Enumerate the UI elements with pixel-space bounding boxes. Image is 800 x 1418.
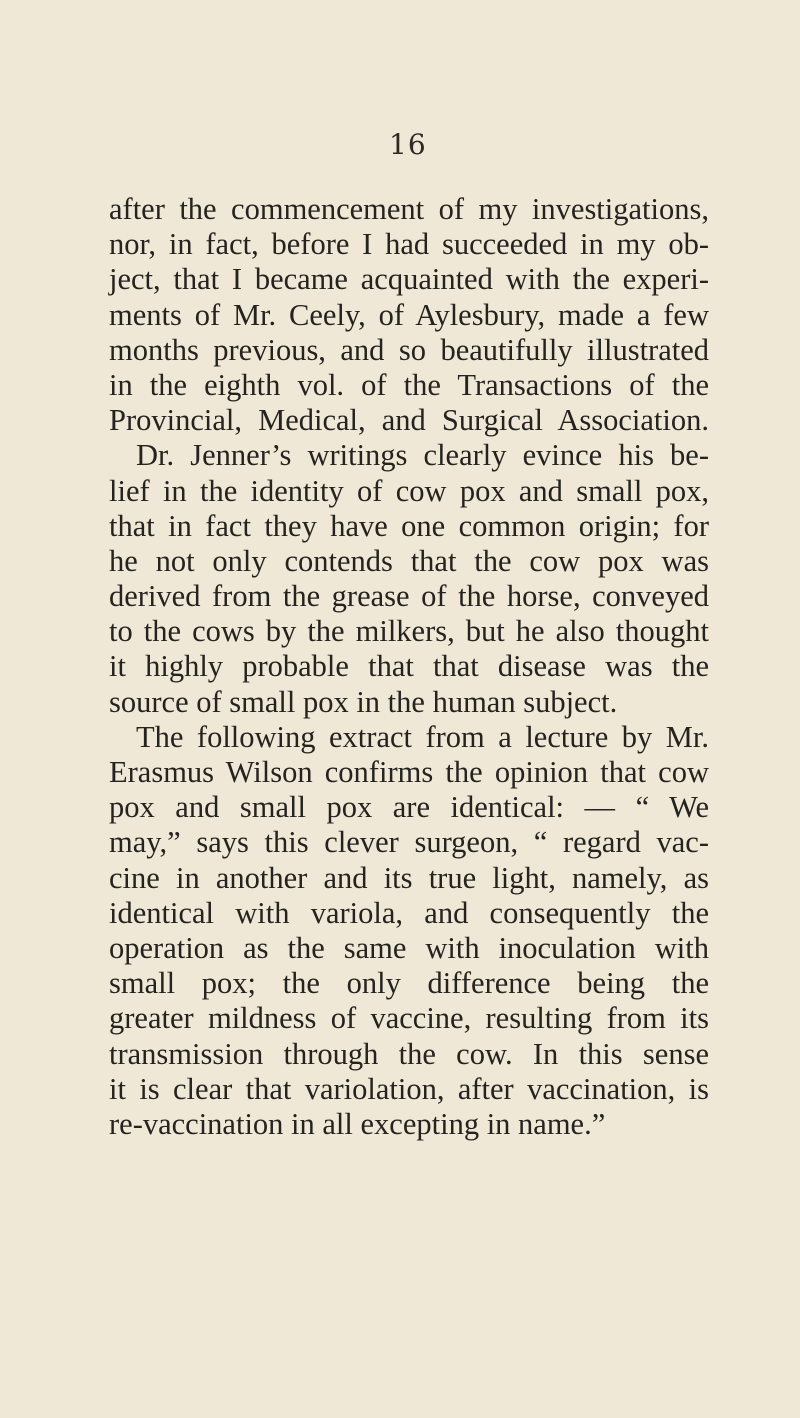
page-number: 16 xyxy=(389,128,427,161)
text-line: derived from the grease of the horse, conveyed xyxy=(109,579,709,614)
text-line: he not only contends that the cow pox was xyxy=(109,543,709,578)
text-line: after the commencement of my investigations, xyxy=(109,192,709,226)
text-line: lief in the identity of cow pox and small pox, xyxy=(109,473,709,508)
text-line: in the eighth vol. of the Transactions of the xyxy=(109,367,709,402)
text-line: ject, that I became acquainted with the experi- xyxy=(109,262,709,297)
text-line: identical with variola, and consequently the xyxy=(109,895,709,930)
text-line: to the cows by the milkers, but he also thought xyxy=(109,614,709,649)
text-line: may,” says this clever surgeon, “ regard vac- xyxy=(109,825,709,860)
text-line: pox and small pox are identical: — “ We xyxy=(109,790,709,825)
text-line: months previous, and so beautifully illustrated xyxy=(109,332,709,367)
text-line: that in fact they have one common origin; for xyxy=(109,508,709,543)
text-line: it highly probable that that disease was the xyxy=(109,649,709,684)
text-line: Dr. Jenner’s writings clearly evince his be- xyxy=(136,438,709,473)
text-line: nor, in fact, before I had succeeded in my ob- xyxy=(109,227,709,262)
text-line: Provincial, Medical, and Surgical Association. xyxy=(109,403,709,438)
text-line: greater mildness of vaccine, resulting from its xyxy=(109,1001,709,1036)
text-line: The following extract from a lecture by Mr. xyxy=(136,719,709,754)
text-line: re-vaccination in all excepting in name.” xyxy=(109,1106,606,1141)
text-line: ments of Mr. Ceely, of Aylesbury, made a few xyxy=(109,297,709,332)
text-line: operation as the same with inoculation with xyxy=(109,930,709,965)
text-line: cine in another and its true light, namely, as xyxy=(109,860,709,895)
text-line: Erasmus Wilson confirms the opinion that cow xyxy=(109,755,709,789)
text-line: transmission through the cow. In this sense xyxy=(109,1036,709,1071)
text-line: source of small pox in the human subject. xyxy=(109,684,618,719)
body-text xyxy=(109,192,709,1142)
text-line: it is clear that variolation, after vaccination, is xyxy=(109,1071,709,1106)
text-line: small pox; the only difference being the xyxy=(109,966,709,1001)
